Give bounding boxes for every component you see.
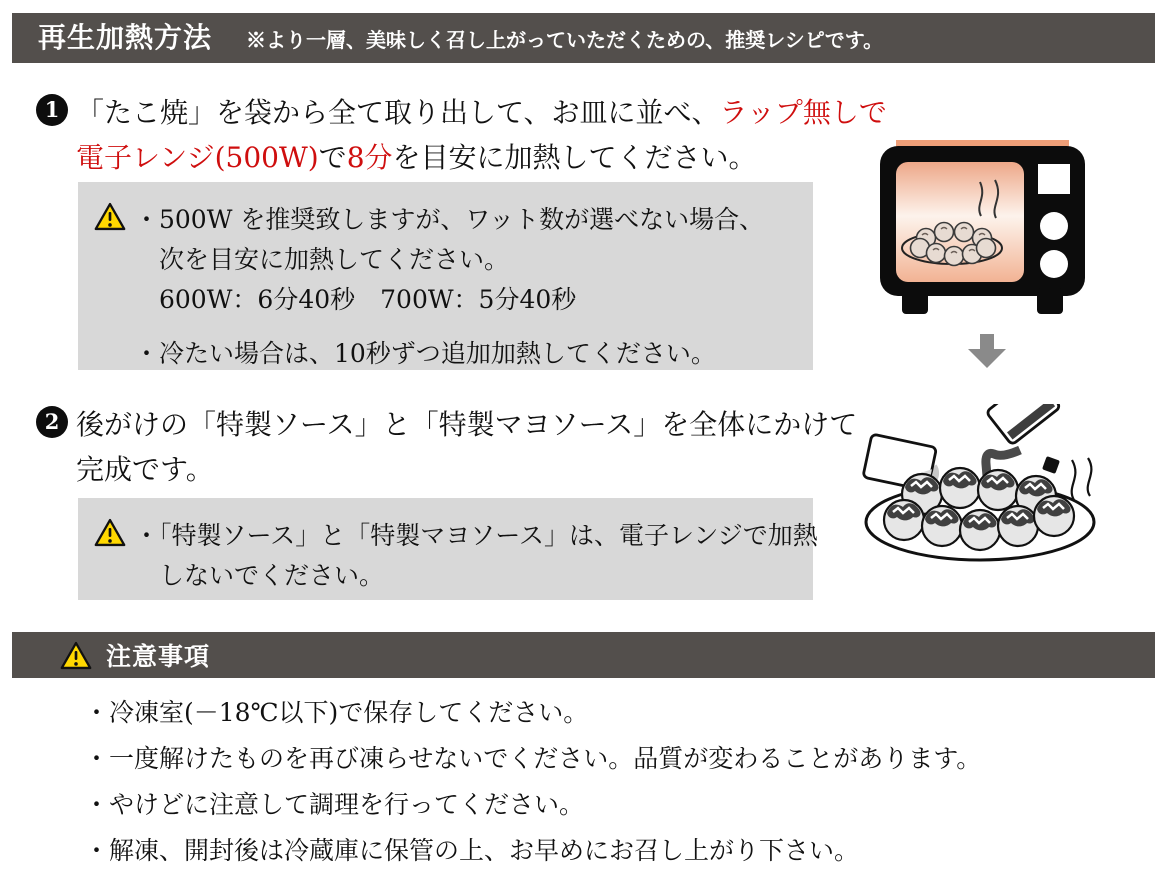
step-1-line-1 bbox=[76, 90, 887, 135]
notice-bar bbox=[12, 632, 1155, 678]
precautions-list bbox=[84, 698, 981, 882]
warning-box-1 bbox=[78, 182, 813, 370]
microwave-icon bbox=[880, 138, 1085, 316]
box1-bullet1-line2: 次を目安に加熱してください。 bbox=[159, 245, 510, 274]
step-1-line-2 bbox=[76, 135, 887, 180]
header-bar bbox=[12, 13, 1155, 63]
box1-bullet2: ・冷たい場合は、10秒ずつ追加加熱してください。 bbox=[134, 339, 716, 368]
step-1-text-black: 「たこ焼」を袋から全て取り出して、お皿に並べ、 bbox=[76, 96, 720, 129]
warning-box-2 bbox=[78, 498, 818, 600]
header-note: ※より一層、美味しく召し上がっていただくための、推奨レシピです。 bbox=[246, 28, 884, 52]
takoyaki-plate-sauce-icon bbox=[858, 404, 1103, 564]
box2-bullet1-line2: しないでください。 bbox=[159, 561, 385, 590]
step-1 bbox=[36, 90, 887, 180]
precaution-item: ・解凍、開封後は冷蔵庫に保管の上、お早めにお召し上がり下さい。 bbox=[84, 836, 860, 865]
step-1-number-badge: 1 bbox=[36, 94, 68, 126]
notice-title: 注意事項 bbox=[106, 642, 211, 671]
warning-triangle-icon bbox=[94, 518, 126, 547]
warning-triangle-icon bbox=[60, 641, 92, 670]
page-title: 再生加熱方法 bbox=[38, 21, 213, 54]
step-1-tail: を目安に加熱してください。 bbox=[392, 141, 757, 174]
step-2-line-1: 後がけの「特製ソース」と「特製マヨソース」を全体にかけて bbox=[76, 408, 858, 441]
step-2 bbox=[36, 402, 857, 492]
step-2-line-2: 完成です。 bbox=[76, 453, 214, 486]
step-1-de: で bbox=[318, 141, 347, 174]
step-2-number-badge: 2 bbox=[36, 406, 68, 438]
box1-bullet1-line1: ・500W を推奨致しますが、ワット数が選べない場合、 bbox=[134, 205, 765, 234]
precaution-item: ・やけどに注意して調理を行ってください。 bbox=[84, 790, 585, 819]
box2-bullet1-line1: ・「特製ソース」と「特製マヨソース」は、電子レンジで加熱 bbox=[134, 521, 818, 550]
box1-bullet1-line3: 600W：6分40秒 700W：5分40秒 bbox=[159, 285, 577, 314]
step-1-microwave-red: 電子レンジ(500W) bbox=[76, 141, 319, 174]
step-1-text-red: ラップ無しで bbox=[719, 96, 887, 129]
down-arrow-icon bbox=[968, 334, 1006, 368]
precaution-item: ・冷凍室(－18℃以下)で保存してください。 bbox=[84, 698, 589, 727]
warning-triangle-icon bbox=[94, 202, 126, 231]
step-1-minutes-red: 8分 bbox=[346, 141, 393, 174]
precaution-item: ・一度解けたものを再び凍らせないでください。品質が変わることがあります。 bbox=[84, 744, 982, 773]
